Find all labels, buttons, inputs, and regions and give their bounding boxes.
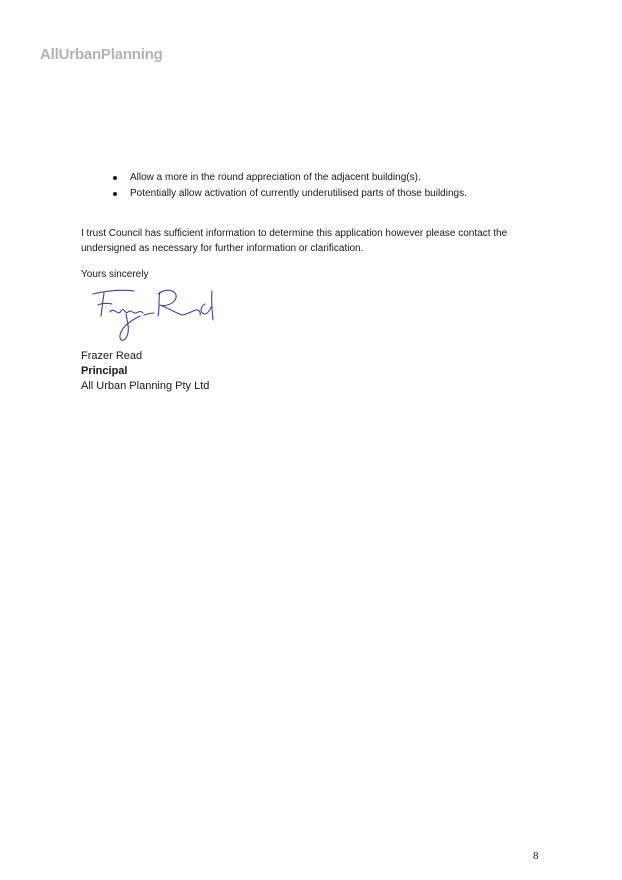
list-item bbox=[110, 170, 467, 186]
list-item bbox=[110, 186, 467, 202]
handwritten-signature bbox=[88, 284, 238, 346]
bullet-text: Allow a more in the round appreciation of the adjacent building(s). bbox=[130, 172, 421, 183]
logo-text: AllUrbanPlanning bbox=[40, 46, 163, 63]
signatory-title: Principal bbox=[81, 365, 128, 377]
bullet-icon bbox=[113, 192, 117, 196]
page-number: 8 bbox=[533, 850, 539, 862]
closing-salutation: Yours sincerely bbox=[81, 269, 149, 280]
signatory-name: Frazer Read bbox=[81, 350, 143, 362]
bullet-list bbox=[110, 170, 467, 202]
body-paragraph: I trust Council has sufficient information to determine this application however please contact the undersigned as necessary for further information or clarification. bbox=[81, 228, 508, 254]
bullet-icon bbox=[113, 176, 117, 180]
bullet-text: Potentially allow activation of currently underutilised parts of those buildings. bbox=[130, 188, 467, 199]
company-logo bbox=[40, 46, 164, 63]
signatory-company: All Urban Planning Pty Ltd bbox=[81, 380, 210, 392]
